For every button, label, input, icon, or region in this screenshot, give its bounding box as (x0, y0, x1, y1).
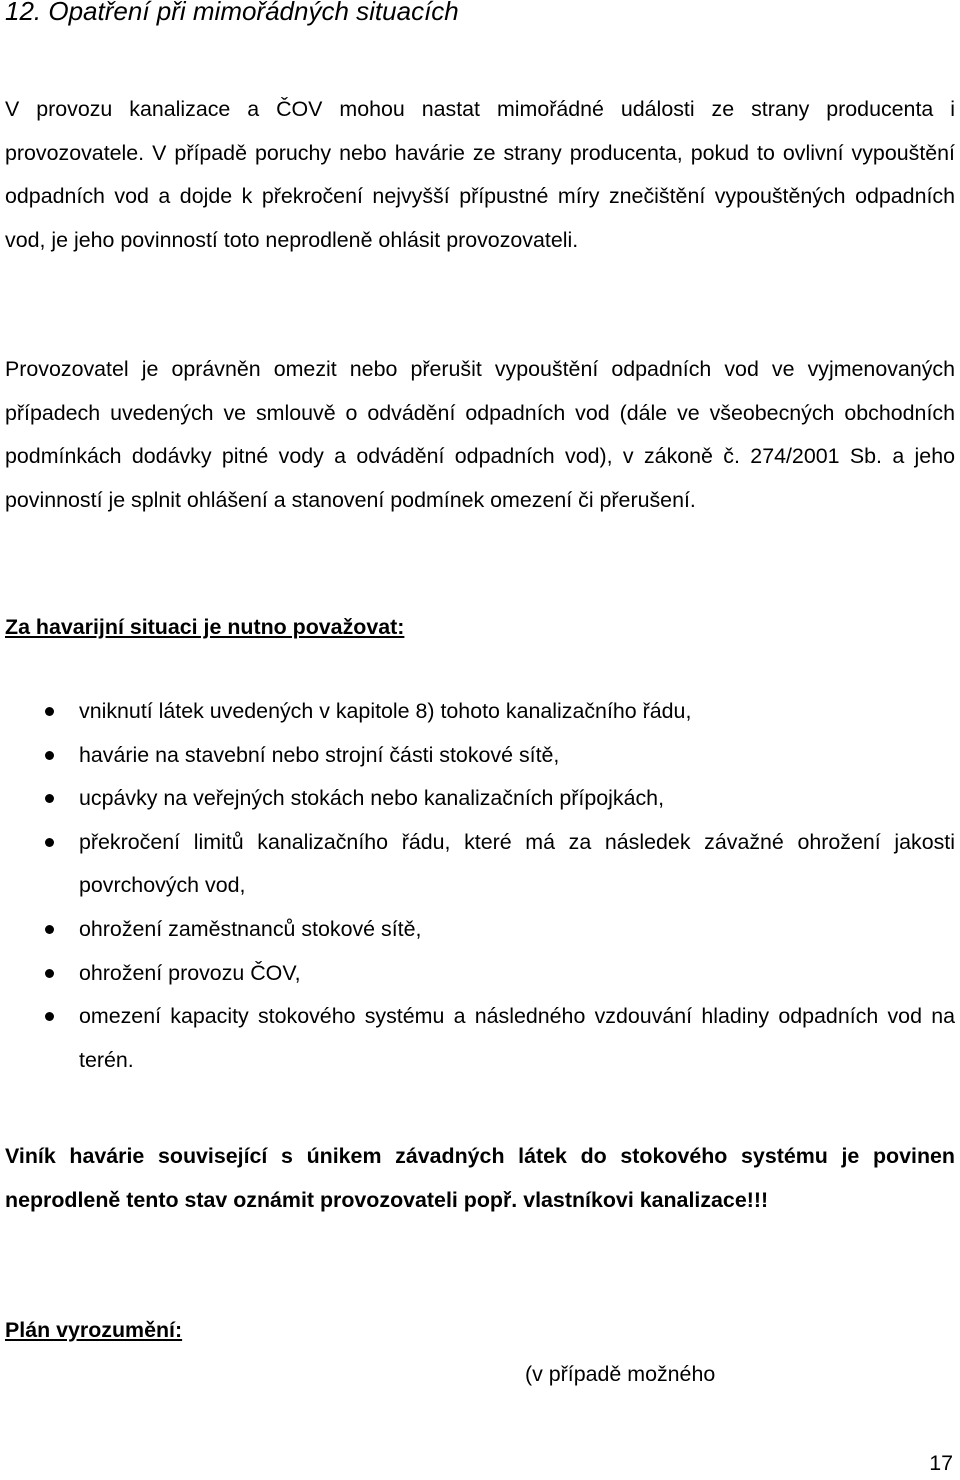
emergency-situations-heading: Za havarijní situaci je nutno považovat: (5, 615, 405, 639)
list-item (5, 777, 955, 821)
bullet-icon (45, 838, 54, 847)
bullet-icon (45, 751, 54, 760)
list-item-text: omezení kapacity stokového systému a následného vzdouvání hladiny odpadních vod na terén. (79, 1004, 955, 1072)
page-number: 17 (929, 1451, 953, 1475)
list-item (5, 952, 955, 996)
list-item (5, 734, 955, 778)
bullet-icon (45, 794, 54, 803)
notification-plan-heading: Plán vyrozumění: (5, 1318, 183, 1342)
list-item-text: ohrožení provozu ČOV, (79, 960, 301, 985)
emergency-situations-list (5, 690, 955, 1082)
bullet-icon (45, 969, 54, 978)
culprit-warning: Viník havárie související s únikem závadných látek do stokového systému je povinen neprodleně tento stav oznámit provozovateli popř. vlastníkovi kanalizace!!! (5, 1144, 955, 1212)
list-item (5, 995, 955, 1082)
list-item (5, 690, 955, 734)
list-item-text: vniknutí látek uvedených v kapitole 8) tohoto kanalizačního řádu, (79, 699, 692, 723)
list-item (5, 908, 955, 952)
list-item-text: havárie na stavební nebo strojní části stokové sítě, (79, 742, 560, 767)
list-item-text: překročení limitů kanalizačního řádu, které má za následek závažné ohrožení jakosti povrchových vod, (79, 829, 955, 898)
list-item-text: ucpávky na veřejných stokách nebo kanalizačních přípojkách, (79, 786, 665, 811)
bullet-icon (45, 707, 54, 716)
bullet-icon (45, 925, 54, 934)
list-item (5, 821, 955, 908)
section-heading: 12. Opatření při mimořádných situacích (5, 0, 459, 26)
notification-plan-note: (v případě možného (525, 1362, 716, 1386)
paragraph-extraordinary-events: V provozu kanalizace a ČOV mohou nastat mimořádné události ze strany producenta i provozovatele. V případě poruchy nebo havárie ze strany producenta, pokud to ovlivní vypouštění odpadních vod a dojde k překročení nejvyšší přípustné míry znečištění vypouštěných odpadních vod, je jeho povinností toto neprodleně ohlásit provozovateli. (5, 97, 955, 252)
list-item-text: ohrožení zaměstnanců stokové sítě, (79, 916, 422, 941)
paragraph-operator-rights: Provozovatel je oprávněn omezit nebo přerušit vypouštění odpadních vod ve vyjmenovaných případech uvedených ve smlouvě o odvádění odpadních vod (dále ve všeobecných obchodních podmínkách dodávky pitné vody a odvádění odpadních vod), v zákoně č. 274/2001 Sb. a jeho povinností je splnit ohlášení a stanovení podmínek omezení či přerušení. (5, 357, 955, 512)
bullet-icon (45, 1012, 54, 1021)
